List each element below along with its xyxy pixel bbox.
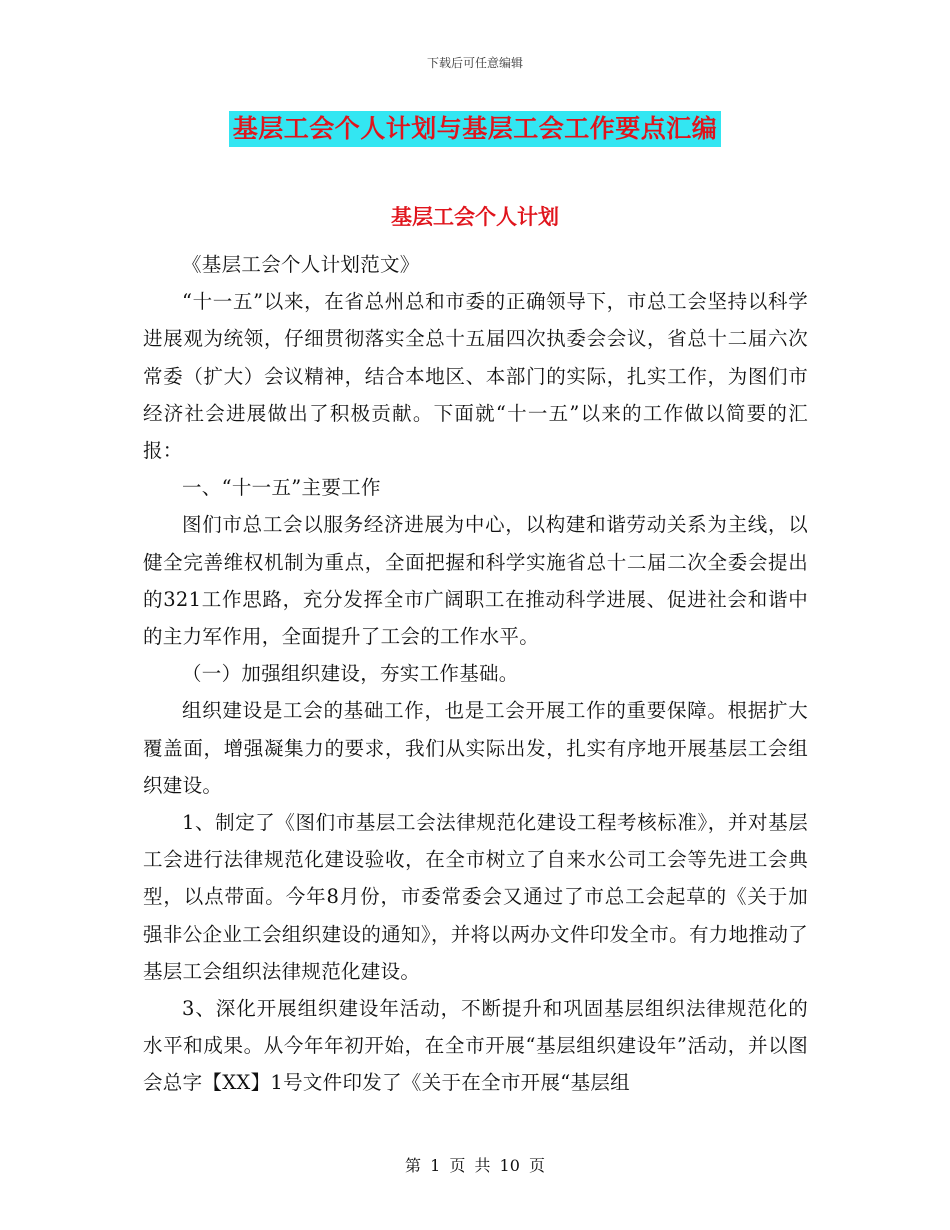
header-note: 下载后可任意编辑	[426, 56, 523, 70]
main-title: 基层工会个人计划与基层工会工作要点汇编	[229, 111, 722, 147]
paragraph: 《基层工会个人计划范文》	[182, 253, 420, 276]
paragraph: 组织建设是工会的基础工作，也是工会开展工作的重要保障。根据扩大覆盖面，增强凝集力的要求，我们从实际出发，扎实有序地开展基层工会组织建设。	[143, 699, 808, 797]
paragraph: 图们市总工会以服务经济进展为中心，以构建和谐劳动关系为主线，以健全完善维权机制为重点，全面把握和科学实施省总十二届二次全委会提出的321工作思路，充分发挥全市广阔职工在推动科学进展、促进社会和谐中的主力军作用，全面提升了工会的工作水平。	[143, 513, 808, 649]
section-title: 基层工会个人计划	[391, 204, 559, 229]
body-text	[143, 246, 808, 1102]
paragraph: “十一五”以来，在省总州总和市委的正确领导下，市总工会坚持以科学进展观为统领，仔细贯彻落实全总十五届四次执委会会议，省总十二届六次常委（扩大）会议精神，结合本地区、本部门的实际，扎实工作，为图们市经济社会进展做出了积极贡献。下面就“十一五”以来的工作做以简要的汇报：	[143, 290, 808, 463]
page-footer: 第 1 页 共 10 页	[405, 1156, 545, 1175]
paragraph: 1、制定了《图们市基层工会法律规范化建设工程考核标准》，并对基层工会进行法律规范化建设验收，在全市树立了自来水公司工会等先进工会典型，以点带面。今年8月份，市委常委会又通过了市总工会起草的《关于加强非公企业工会组织建设的通知》，并将以两办文件印发全市。有力地推动了基层工会组织法律规范化建设。	[143, 811, 808, 983]
main-title-wrap	[0, 111, 950, 147]
paragraph: 一、“十一五”主要工作	[182, 476, 381, 500]
paragraph: 3、深化开展组织建设年活动，不断提升和巩固基层组织法律规范化的水平和成果。从今年年初开始，在全市开展“基层组织建设年”活动，并以图会总字【XX】1号文件印发了《关于在全市开展“基层组	[143, 997, 808, 1095]
paragraph: （一）加强组织建设，夯实工作基础。	[182, 662, 519, 686]
